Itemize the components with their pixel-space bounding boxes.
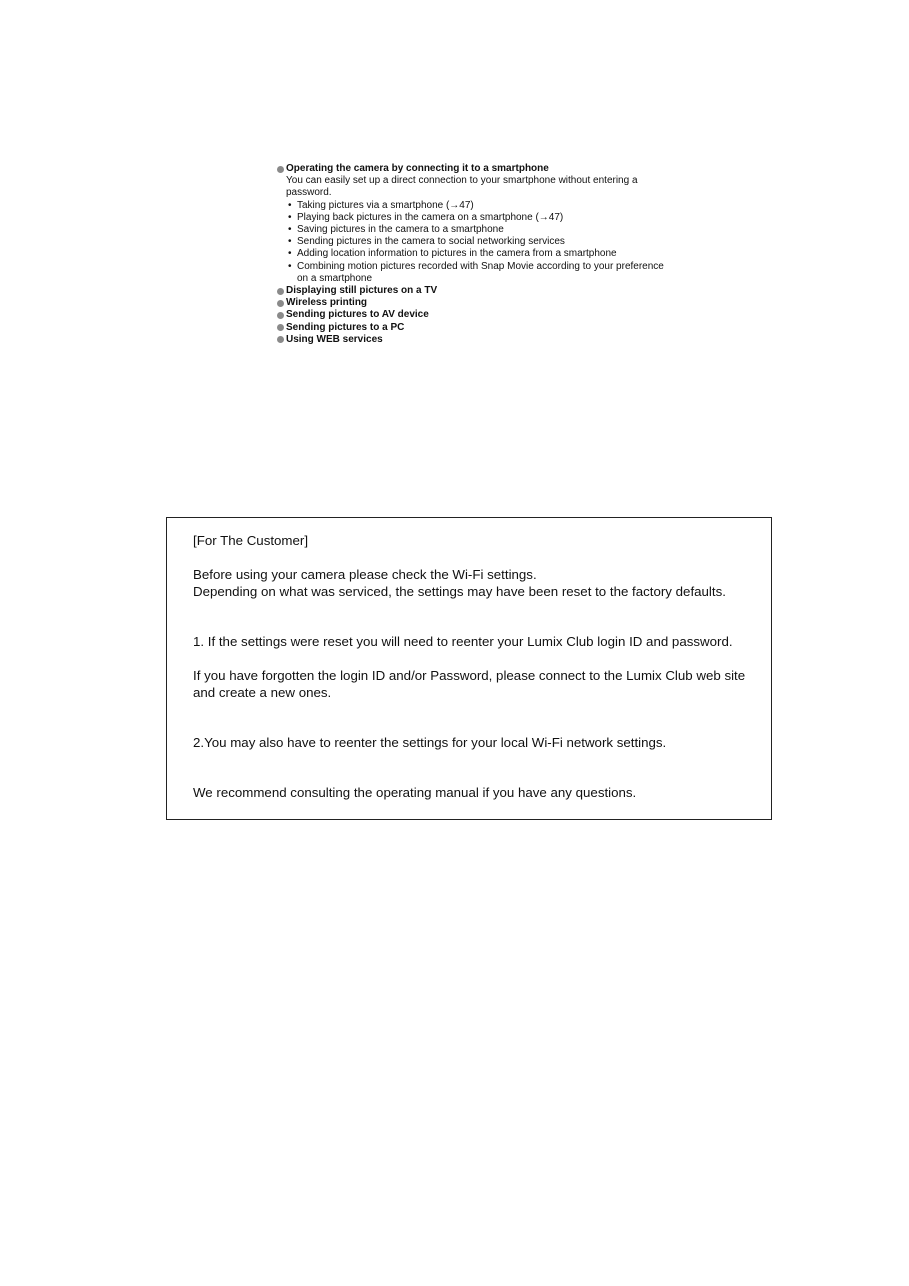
feature-item-smartphone [277, 163, 677, 285]
feature-title: Sending pictures to a PC [286, 321, 405, 333]
bullet-icon: • [288, 224, 292, 236]
bullet-dot-icon [277, 288, 284, 295]
notice-intro-line-2: Depending on what was serviced, the settings may have been reset to the factory defaults. [193, 584, 726, 599]
feature-list [277, 163, 677, 346]
sub-list-item [286, 236, 677, 248]
sub-item-text: Sending pictures in the camera to social networking services [297, 236, 565, 248]
sub-list-item [286, 248, 677, 260]
bullet-icon: • [288, 199, 292, 211]
feature-title: Displaying still pictures on a TV [286, 285, 438, 297]
sub-item-text: Playing back pictures in the camera on a smartphone (→47) [297, 211, 564, 223]
sub-item-text: Taking pictures via a smartphone (→47) [297, 199, 474, 211]
bullet-icon: • [288, 248, 292, 260]
sub-item-text: Saving pictures in the camera to a smartphone [297, 224, 504, 236]
feature-title: Using WEB services [286, 333, 383, 345]
sub-item-text: Combining motion pictures recorded with Snap Movie according to your preference on a smartphone [297, 260, 664, 284]
bullet-dot-icon [277, 336, 284, 343]
feature-item-av-device [277, 309, 677, 321]
feature-item-pc [277, 322, 677, 334]
bullet-dot-icon [277, 312, 284, 319]
bullet-dot-icon [277, 300, 284, 307]
feature-item-web-services [277, 334, 677, 346]
bullet-icon: • [288, 260, 292, 272]
feature-title: Operating the camera by connecting it to a smartphone [286, 163, 549, 174]
sub-list [286, 200, 677, 285]
sub-item-text: Adding location information to pictures in the camera from a smartphone [297, 248, 617, 260]
notice-intro-line-1: Before using your camera please check the Wi-Fi settings. [193, 567, 537, 582]
bullet-icon: • [288, 211, 292, 223]
bullet-dot-icon [277, 166, 284, 173]
feature-item-printing [277, 297, 677, 309]
bullet-dot-icon [277, 324, 284, 331]
feature-description: You can easily set up a direct connection to your smartphone without entering a password. [286, 175, 638, 199]
sub-list-item [286, 212, 677, 224]
notice-point-2: 2.You may also have to reenter the settings for your local Wi-Fi network settings. [193, 735, 667, 750]
notice-heading: [For The Customer] [193, 533, 309, 548]
sub-list-item [286, 200, 677, 212]
sub-list-item [286, 261, 677, 285]
sub-list-item [286, 224, 677, 236]
notice-forgotten-credentials: If you have forgotten the login ID and/or Password, please connect to the Lumix Club web site and create a new ones. [193, 668, 746, 700]
notice-point-1: 1. If the settings were reset you will need to reenter your Lumix Club login ID and password. [193, 634, 733, 649]
bullet-icon: • [288, 236, 292, 248]
feature-item-tv [277, 285, 677, 297]
customer-notice-box [166, 517, 772, 820]
feature-title: Wireless printing [286, 297, 368, 309]
feature-title: Sending pictures to AV device [286, 309, 429, 321]
notice-recommendation: We recommend consulting the operating manual if you have any questions. [193, 785, 637, 800]
